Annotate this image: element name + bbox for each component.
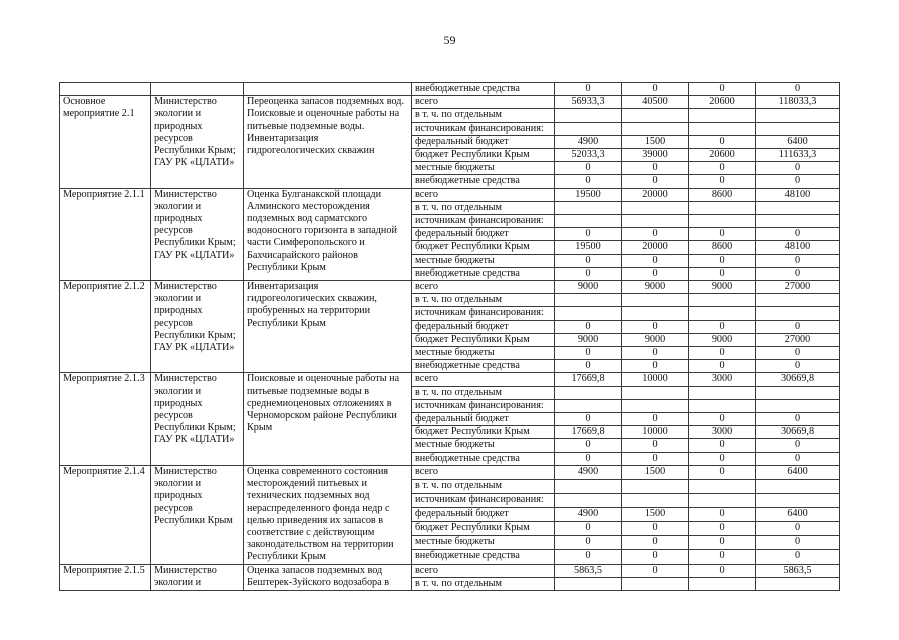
amount-cell: 0 [622, 254, 689, 267]
amount-cell [555, 386, 622, 399]
amount-cell: 0 [689, 465, 756, 479]
amount-cell: 9000 [689, 281, 756, 294]
funding-source: источникам финансирования: [412, 494, 555, 508]
amount-cell [689, 215, 756, 228]
funding-source: бюджет Республики Крым [412, 149, 555, 162]
amount-cell: 0 [689, 536, 756, 550]
funding-source: местные бюджеты [412, 254, 555, 267]
funding-source: всего [412, 465, 555, 479]
amount-cell: 0 [555, 452, 622, 465]
amount-cell: 19500 [555, 241, 622, 254]
amount-cell: 5863,5 [555, 564, 622, 577]
funding-source: бюджет Республики Крым [412, 333, 555, 346]
amount-cell: 0 [756, 162, 840, 175]
amount-cell: 0 [756, 360, 840, 373]
executor: Министерство экологии и природных ресурсов Республики Крым; ГАУ РК «ЦЛАТИ» [151, 373, 244, 465]
funding-source: в т. ч. по отдельным [412, 479, 555, 493]
empty-cell [244, 83, 412, 96]
amount-cell [555, 494, 622, 508]
amount-cell: 10000 [622, 373, 689, 386]
amount-cell [622, 494, 689, 508]
amount-cell [756, 494, 840, 508]
amount-cell: 0 [756, 228, 840, 241]
amount-cell: 0 [756, 536, 840, 550]
funding-source: местные бюджеты [412, 536, 555, 550]
measure-description: Переоценка запасов подземных вод. Поисковые и оценочные работы на питьевые подземные воды. Инвентаризация гидрогеологических скважин [244, 96, 412, 188]
table-row [60, 465, 840, 479]
amount-cell: 20600 [689, 149, 756, 162]
amount-cell: 9000 [689, 333, 756, 346]
funding-source: в т. ч. по отдельным [412, 109, 555, 122]
amount-cell: 30669,8 [756, 373, 840, 386]
empty-cell [60, 83, 151, 96]
measure-name: Основное мероприятие 2.1 [60, 96, 151, 188]
funding-source: источникам финансирования: [412, 122, 555, 135]
amount-cell: 0 [555, 228, 622, 241]
amount-cell [689, 399, 756, 412]
amount-cell: 0 [555, 522, 622, 536]
amount-cell: 27000 [756, 281, 840, 294]
amount-cell: 0 [555, 267, 622, 280]
amount-cell: 9000 [622, 281, 689, 294]
amount-cell [622, 479, 689, 493]
amount-cell [756, 577, 840, 590]
table-row [60, 564, 840, 577]
amount-cell [689, 386, 756, 399]
amount-cell: 0 [622, 452, 689, 465]
measure-description: Инвентаризация гидрогеологических скважин, пробуренных на территории Республики Крым [244, 281, 412, 373]
amount-cell: 0 [622, 522, 689, 536]
amount-cell: 0 [555, 413, 622, 426]
funding-source: внебюджетные средства [412, 550, 555, 564]
amount-cell: 0 [756, 522, 840, 536]
measure-name: Мероприятие 2.1.1 [60, 188, 151, 280]
amount-cell: 0 [689, 360, 756, 373]
amount-cell: 52033,3 [555, 149, 622, 162]
amount-cell [622, 307, 689, 320]
funding-source: всего [412, 96, 555, 109]
amount-cell: 0 [622, 347, 689, 360]
amount-cell [689, 479, 756, 493]
amount-cell: 0 [555, 175, 622, 188]
amount-cell: 1500 [622, 508, 689, 522]
amount-cell: 40500 [622, 96, 689, 109]
page-number: 59 [443, 33, 456, 47]
amount-cell: 9000 [555, 281, 622, 294]
amount-cell: 0 [622, 550, 689, 564]
funding-source: источникам финансирования: [412, 307, 555, 320]
amount-cell: 0 [622, 228, 689, 241]
executor: Министерство экологии и [151, 564, 244, 590]
amount-cell: 0 [756, 320, 840, 333]
funding-source: в т. ч. по отдельным [412, 386, 555, 399]
amount-cell [756, 122, 840, 135]
amount-cell: 0 [689, 439, 756, 452]
amount-cell [689, 294, 756, 307]
amount-cell: 30669,8 [756, 426, 840, 439]
funding-source: бюджет Республики Крым [412, 522, 555, 536]
amount-cell [555, 201, 622, 214]
funding-source: в т. ч. по отдельным [412, 294, 555, 307]
amount-cell [689, 577, 756, 590]
amount-cell: 8600 [689, 188, 756, 201]
amount-cell: 0 [756, 254, 840, 267]
measure-description: Оценка запасов подземных вод Бештерек-Зуйского водозабора в [244, 564, 412, 590]
amount-cell: 39000 [622, 149, 689, 162]
amount-cell: 1500 [622, 465, 689, 479]
amount-cell [756, 109, 840, 122]
amount-cell: 111633,3 [756, 149, 840, 162]
measure-name: Мероприятие 2.1.2 [60, 281, 151, 373]
funding-source: федеральный бюджет [412, 135, 555, 148]
amount-cell: 56933,3 [555, 96, 622, 109]
amount-cell: 0 [756, 452, 840, 465]
funding-source: в т. ч. по отдельным [412, 577, 555, 590]
amount-cell: 6400 [756, 508, 840, 522]
amount-cell: 0 [555, 320, 622, 333]
amount-cell: 0 [622, 175, 689, 188]
funding-source: бюджет Республики Крым [412, 426, 555, 439]
amount-cell: 19500 [555, 188, 622, 201]
amount-cell [555, 122, 622, 135]
amount-cell [756, 307, 840, 320]
amount-cell: 0 [689, 508, 756, 522]
funding-source: в т. ч. по отдельным [412, 201, 555, 214]
amount-cell: 0 [689, 267, 756, 280]
table-row [60, 83, 840, 96]
amount-cell: 0 [555, 360, 622, 373]
amount-cell: 4900 [555, 508, 622, 522]
amount-cell [555, 215, 622, 228]
amount-cell [555, 399, 622, 412]
funding-source: федеральный бюджет [412, 320, 555, 333]
amount-cell [689, 109, 756, 122]
measure-description: Поисковые и оценочные работы на питьевые подземные воды в среднемиоценовых отложениях в Черноморском районе Республики Крым [244, 373, 412, 465]
amount-cell: 48100 [756, 241, 840, 254]
table-row [60, 96, 840, 109]
amount-cell: 8600 [689, 241, 756, 254]
funding-source: местные бюджеты [412, 439, 555, 452]
amount-cell: 0 [555, 162, 622, 175]
amount-cell [689, 122, 756, 135]
amount-cell: 9000 [622, 333, 689, 346]
amount-cell: 0 [555, 254, 622, 267]
amount-cell: 0 [689, 320, 756, 333]
amount-cell [555, 479, 622, 493]
funding-source: источникам финансирования: [412, 399, 555, 412]
executor: Министерство экологии и природных ресурсов Республики Крым; ГАУ РК «ЦЛАТИ» [151, 96, 244, 188]
amount-cell [689, 201, 756, 214]
amount-cell: 0 [756, 550, 840, 564]
funding-source: всего [412, 564, 555, 577]
amount-cell: 0 [555, 536, 622, 550]
amount-cell: 5863,5 [756, 564, 840, 577]
amount-cell: 6400 [756, 465, 840, 479]
amount-cell: 0 [689, 83, 756, 96]
funding-source: внебюджетные средства [412, 452, 555, 465]
amount-cell: 0 [756, 83, 840, 96]
amount-cell: 20600 [689, 96, 756, 109]
funding-source: внебюджетные средства [412, 175, 555, 188]
amount-cell: 0 [689, 228, 756, 241]
amount-cell: 0 [555, 347, 622, 360]
funding-source: внебюджетные средства [412, 267, 555, 280]
amount-cell: 0 [756, 175, 840, 188]
amount-cell: 48100 [756, 188, 840, 201]
empty-cell [151, 83, 244, 96]
amount-cell: 0 [622, 564, 689, 577]
funding-source: всего [412, 373, 555, 386]
funding-source: федеральный бюджет [412, 228, 555, 241]
table-row [60, 188, 840, 201]
amount-cell: 17669,8 [555, 426, 622, 439]
amount-cell [555, 577, 622, 590]
amount-cell [756, 386, 840, 399]
amount-cell [622, 399, 689, 412]
amount-cell: 20000 [622, 188, 689, 201]
amount-cell [555, 307, 622, 320]
amount-cell [756, 399, 840, 412]
amount-cell: 10000 [622, 426, 689, 439]
amount-cell: 3000 [689, 373, 756, 386]
amount-cell: 0 [756, 413, 840, 426]
funding-source: всего [412, 188, 555, 201]
amount-cell [555, 109, 622, 122]
measure-name: Мероприятие 2.1.4 [60, 465, 151, 564]
amount-cell: 0 [555, 550, 622, 564]
amount-cell: 20000 [622, 241, 689, 254]
amount-cell: 0 [555, 83, 622, 96]
amount-cell [622, 386, 689, 399]
amount-cell: 0 [622, 83, 689, 96]
funding-source: федеральный бюджет [412, 413, 555, 426]
amount-cell [756, 215, 840, 228]
amount-cell: 0 [622, 267, 689, 280]
amount-cell: 3000 [689, 426, 756, 439]
amount-cell: 0 [689, 135, 756, 148]
funding-source: бюджет Республики Крым [412, 241, 555, 254]
amount-cell: 0 [622, 439, 689, 452]
measure-description: Оценка современного состояния месторождений питьевых и технических подземных вод нераспределенного фонда недр с целью приведения их запасов в соответствие с действующим законодательством на территории Республики Крым [244, 465, 412, 564]
amount-cell: 0 [689, 550, 756, 564]
amount-cell [622, 294, 689, 307]
amount-cell: 0 [622, 413, 689, 426]
amount-cell: 6400 [756, 135, 840, 148]
amount-cell: 0 [689, 175, 756, 188]
executor: Министерство экологии и природных ресурсов Республики Крым; ГАУ РК «ЦЛАТИ» [151, 281, 244, 373]
amount-cell: 4900 [555, 465, 622, 479]
amount-cell: 1500 [622, 135, 689, 148]
amount-cell [756, 479, 840, 493]
amount-cell: 0 [689, 347, 756, 360]
amount-cell [756, 294, 840, 307]
amount-cell [622, 109, 689, 122]
amount-cell [756, 201, 840, 214]
amount-cell: 0 [756, 439, 840, 452]
funding-table [59, 82, 840, 591]
funding-source: источникам финансирования: [412, 215, 555, 228]
amount-cell: 0 [622, 360, 689, 373]
table-row [60, 281, 840, 294]
funding-source: внебюджетные средства [412, 360, 555, 373]
measure-description: Оценка Булганакской площади Алминского месторождения подземных вод сарматского водоносного горизонта в западной части Симферопольского и Бахчисарайского районов Республики Крым [244, 188, 412, 280]
amount-cell [622, 215, 689, 228]
amount-cell [689, 307, 756, 320]
amount-cell: 0 [689, 162, 756, 175]
executor: Министерство экологии и природных ресурсов Республики Крым [151, 465, 244, 564]
amount-cell: 27000 [756, 333, 840, 346]
funding-source: местные бюджеты [412, 347, 555, 360]
amount-cell: 0 [622, 320, 689, 333]
amount-cell: 4900 [555, 135, 622, 148]
amount-cell: 0 [689, 254, 756, 267]
funding-source: федеральный бюджет [412, 508, 555, 522]
amount-cell: 0 [622, 162, 689, 175]
amount-cell [689, 494, 756, 508]
amount-cell: 118033,3 [756, 96, 840, 109]
measure-name: Мероприятие 2.1.5 [60, 564, 151, 590]
amount-cell [622, 122, 689, 135]
table-row [60, 373, 840, 386]
amount-cell: 9000 [555, 333, 622, 346]
funding-source: всего [412, 281, 555, 294]
amount-cell: 0 [689, 413, 756, 426]
amount-cell: 0 [756, 347, 840, 360]
amount-cell: 0 [555, 439, 622, 452]
amount-cell [622, 577, 689, 590]
amount-cell: 0 [689, 452, 756, 465]
amount-cell: 0 [689, 522, 756, 536]
amount-cell: 0 [689, 564, 756, 577]
funding-source: внебюджетные средства [412, 83, 555, 96]
amount-cell [555, 294, 622, 307]
amount-cell: 17669,8 [555, 373, 622, 386]
executor: Министерство экологии и природных ресурсов Республики Крым; ГАУ РК «ЦЛАТИ» [151, 188, 244, 280]
measure-name: Мероприятие 2.1.3 [60, 373, 151, 465]
amount-cell: 0 [756, 267, 840, 280]
amount-cell [622, 201, 689, 214]
amount-cell: 0 [622, 536, 689, 550]
funding-source: местные бюджеты [412, 162, 555, 175]
